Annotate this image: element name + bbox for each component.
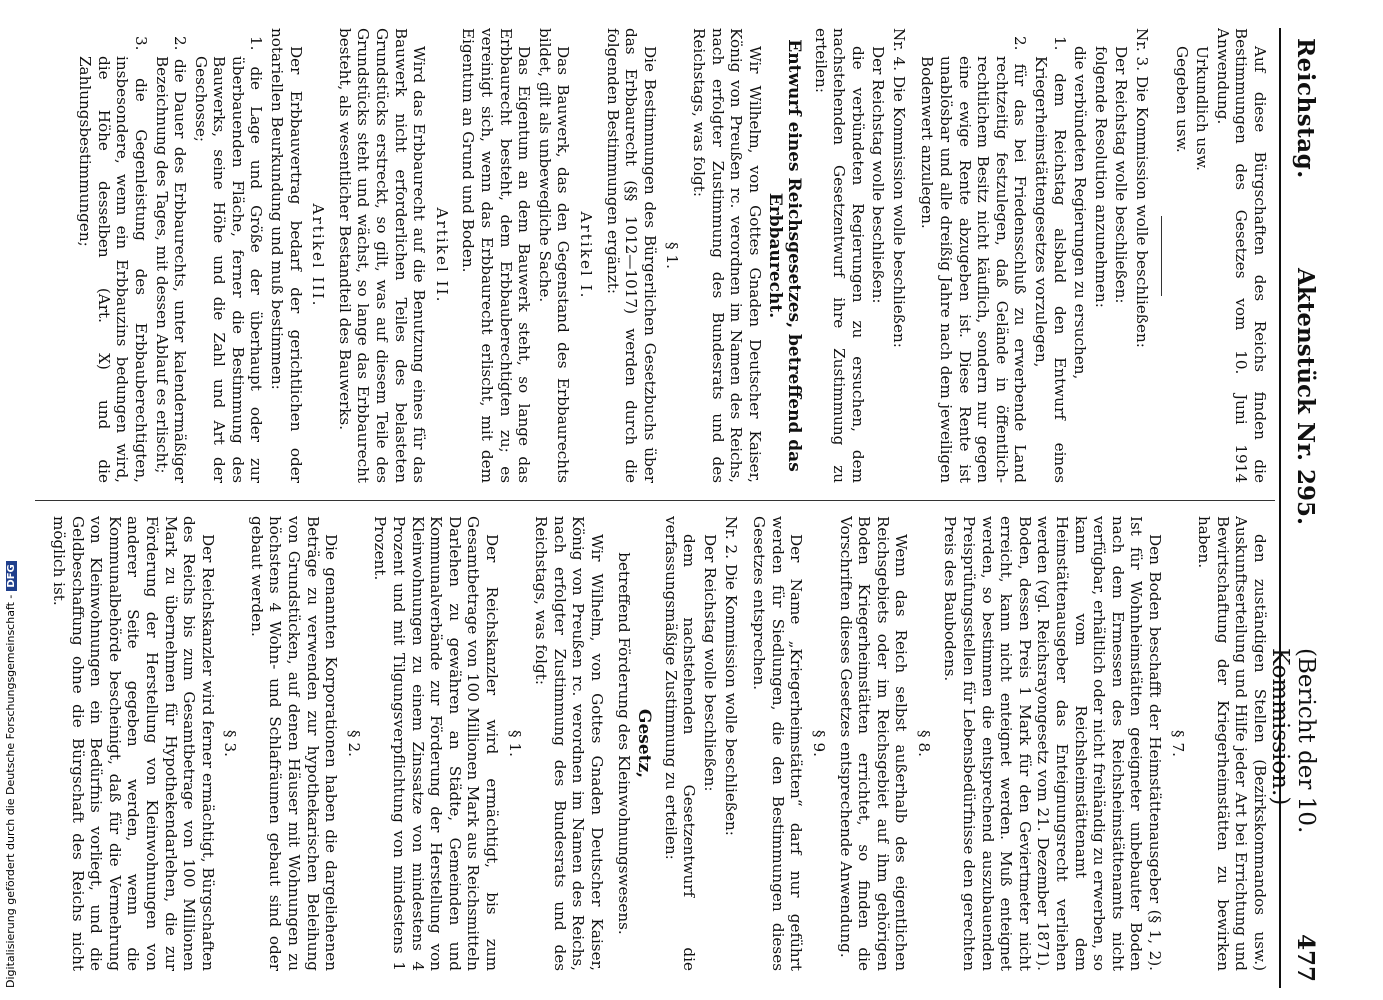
paragraph: folgende Resolution anzunehmen: (1091, 46, 1110, 308)
paragraph: Das Bauwerk, das den Gegenstand des Erbbaurechts bildet, gilt als unbewegliche Sache. (535, 28, 573, 483)
paragraph: den zuständigen Stellen (Bezirkskommandos usw.) Auskunftserteilung und Hilfe jeder Art bei Errichtung und Bewirtschaftung der Kriegerheimstätten zu bewirken haben. (1195, 516, 1269, 971)
dfg-logo: DFG (6, 561, 17, 590)
paragraph: Der Name „Kriegerheimstätten“ darf nur geführt werden für Siedlungen, die den Bestimmungen dieses Gesetzes entsprechen. (750, 516, 806, 971)
paragraph: Der Reichskanzler wird ermächtigt, bis zum Gesamtbetrage von 100 Millionen Mark aus Reichsmitteln Darlehen zu gewähren an Städte, Gemeinden und Kommunalverbände zur Förderung der Herstellung von Kleinwohnungen zu einem Zinssatze von mindestens 4 Prozent und mit Tilgungsverpflichtung von mindestens 1 Prozent. (371, 516, 502, 971)
motion-number: Nr. 2. Die Kommission wolle beschließen: (721, 516, 740, 836)
paragraph: Gegeben usw. (1172, 46, 1191, 153)
paragraph: Der Reichstag wolle beschließen: (700, 534, 719, 792)
digitization-credit (4, 564, 20, 988)
header-left: Reichstag. (1292, 38, 1319, 179)
left-column (39, 516, 1269, 971)
column-divider (35, 500, 1275, 501)
paragraph: Der Reichstag wolle beschließen: (869, 46, 888, 304)
motion-number: Nr. 3. Die Kommission wolle beschließen: (1133, 28, 1152, 348)
section-heading: § 3. (221, 730, 240, 757)
paragraph: Auf diese Bürgschaften des Reichs finden die Bestimmungen des Gesetzes vom 10. Juni 1914 Anwendung. (1213, 28, 1269, 483)
list-item: 3. die Gegenleistung des Erbbauberechtigten, insbesondere, wenn ein Erbbauzins bedungen wird, die Höhe desselben (Art. X) und die Zahlungsbestimmungen; (76, 36, 150, 483)
page-header (1267, 28, 1325, 988)
list-item: 1. dem Reichstag alsbald den Entwurf eines Kriegerheimstättengesetzes vorzulegen, (1032, 36, 1069, 483)
separator-rule (1161, 216, 1162, 296)
paragraph: Wenn das Reich selbst außerhalb des eigentlichen Reichsgebiets oder im Reichsgebiet auf ihm gehörigen Boden Kriegerheimstätten errichtet, so finden die Vorschriften dieses Gesetzes entsprechende Anwendung. (836, 516, 911, 971)
paragraph: Wird das Erbbaurecht auf die Benutzung eines für das Bauwerk nicht erforderlichen Teiles des belasteten Grundstücks erstreckt, so gilt, was auf diesem Teile des Grundstücks steht und wächst, so lange das Erbbaurecht besteht, als wesentlicher Bestandteil des Bauwerks. (335, 28, 429, 483)
paragraph: Den Boden beschafft der Heimstättenausgeber (§ 1, 2). Ist für Wohnheimstätten geeigneter unbebauter Boden nach dem Ermessen des Reichsheimstättenamts nicht verfügbar, erhältlich oder nicht freihändig zu erwerben, so kann vom Reichsheimstättenamt dem Heimstättenausgeber das Enteignungsrecht verliehen werden (vgl. Reichsrayongesetz vom 21. Dezember 1871). Boden, dessen Preis 1 Mark für den Geviertmeter nicht erreicht, kann nicht enteignet werden. Muß enteignet werden, so bestimmen die entsprechend auszubauenden Preisprüfungsstellen für Lebensbedürfnisse den gerechten Preis des Baubodens. (941, 516, 1165, 971)
article-heading: Artikel III. (309, 203, 328, 308)
paragraph: dem nachstehenden Gesetzentwurf die verfassungsmäßige Zustimmung zu erteilen: (661, 516, 699, 971)
page-number: 477 (1292, 933, 1319, 982)
paragraph: Urkundlich usw. (1193, 46, 1212, 171)
motion-number: Nr. 4. Die Kommission wolle beschließen: (889, 28, 908, 348)
list-item: 2. die Dauer des Erbbaurechts, unter kalendermäßiger Bezeichnung des Tages, mit dessen Ablauf es erlischt; (152, 36, 190, 483)
paragraph: Der Erbbauvertrag bedarf der gerichtlichen oder notariellen Beurkundung und muß bestimmen: (268, 28, 305, 483)
header-center: Aktenstück Nr. 295. (1292, 268, 1319, 526)
article-heading: Artikel II. (432, 207, 451, 304)
paragraph: die verbündeten Regierungen zu ersuchen, (1071, 46, 1090, 380)
section-heading: § 1. (663, 242, 682, 269)
section-heading: § 9. (809, 730, 828, 757)
paragraph: Der Reichstag wolle beschließen: (1112, 46, 1131, 304)
document-page (25, 28, 1325, 988)
section-heading: § 2. (344, 730, 363, 757)
paragraph: Die Bestimmungen des Bürgerlichen Gesetzbuchs über das Erbbaurecht (§§ 1012—1017) werden durch die folgenden Bestimmungen ergänzt: (603, 28, 659, 483)
law-title: Entwurf eines Reichsgesetzes, betreffend das Erbbaurecht. (765, 39, 804, 472)
paragraph: Der Reichskanzler wird ferner ermächtigt, Bürgschaften des Reichs bis zum Gesamtbetrage von 100 Millionen Mark zu übernehmen für Hypothekendarlehen, die zur Förderung der Herstellung von Kleinwohnungen von anderer Seite gegeben werden, wenn die Kommunalbehörde bescheinigt, daß für die Vermehrung von Kleinwohnungen ein Bedürfnis vorliegt, und die Geldbeschaffung ohne die Bürgschaft des Reichs nicht möglich ist. (49, 516, 217, 971)
law-title: Gesetz, (634, 708, 655, 779)
paragraph: die verbündeten Regierungen zu ersuchen, dem nachstehenden Gesetzentwurf ihre Zustimmung zu erteilen: (811, 28, 867, 483)
paragraph: Wir Wilhelm, von Gottes Gnaden Deutscher Kaiser, König von Preußen rc. verordnen im Namen des Reichs, nach erfolgter Zustimmung des Bundesrats und des Reichstags, was folgt: (532, 516, 606, 971)
paragraph: Das Eigentum an dem Bauwerk steht, so lange das Erbbaurecht besteht, dem Erbbauberechtigten zu; es vereinigt sich, wenn das Erbbaurecht erlischt, mit dem Eigentum an Grund und Boden. (459, 28, 534, 483)
credit-text: Digitalisierung gefördert durch die Deutsche Forschungsgemeinschaft - (4, 594, 17, 988)
list-item: 2. für das bei Friedensschluß zu erwerbende Land rechtzeitig festzulegen, daß Gelände in öffentlich-rechtlichem Besitz nicht käuflich, sondern nur gegen eine ewige Rente abzugeben ist. Diese Rente ist unablösbar und alle dreißig Jahre nach dem jeweiligen Bodenwert anzulegen. (918, 36, 1030, 483)
right-column (39, 28, 1269, 483)
law-subtitle: betreffend Förderung des Kleinwohnungswesens. (614, 552, 633, 935)
header-right: (Bericht der 10. Kommission.) (1267, 648, 1319, 834)
section-heading: § 1. (505, 730, 524, 757)
paragraph: Die genannten Korporationen haben die dargeliehenen Beträge zu verwenden zur hypothekarischen Beleihung von Grundstücken, auf denen Häuser mit Wohnungen zu höchstens 4 Wohn- und Schlafräumen gebaut sind oder gebaut werden. (247, 516, 341, 971)
list-item: 1. die Lage und Größe der überhaupt oder zur überbauenden Fläche, ferner die Bestimmung des Bauwerks, seine Höhe und die Zahl und Art der Geschosse; (191, 36, 266, 483)
paragraph: Wir Wilhelm, von Gottes Gnaden Deutscher Kaiser, König von Preußen rc. verordnen im Namen des Reichs, nach erfolgter Zustimmung des Bundesrats und des Reichstags, was folgt: (689, 28, 764, 483)
section-heading: § 7. (1168, 730, 1187, 757)
article-heading: Artikel I. (577, 211, 595, 300)
section-heading: § 8. (914, 730, 933, 757)
